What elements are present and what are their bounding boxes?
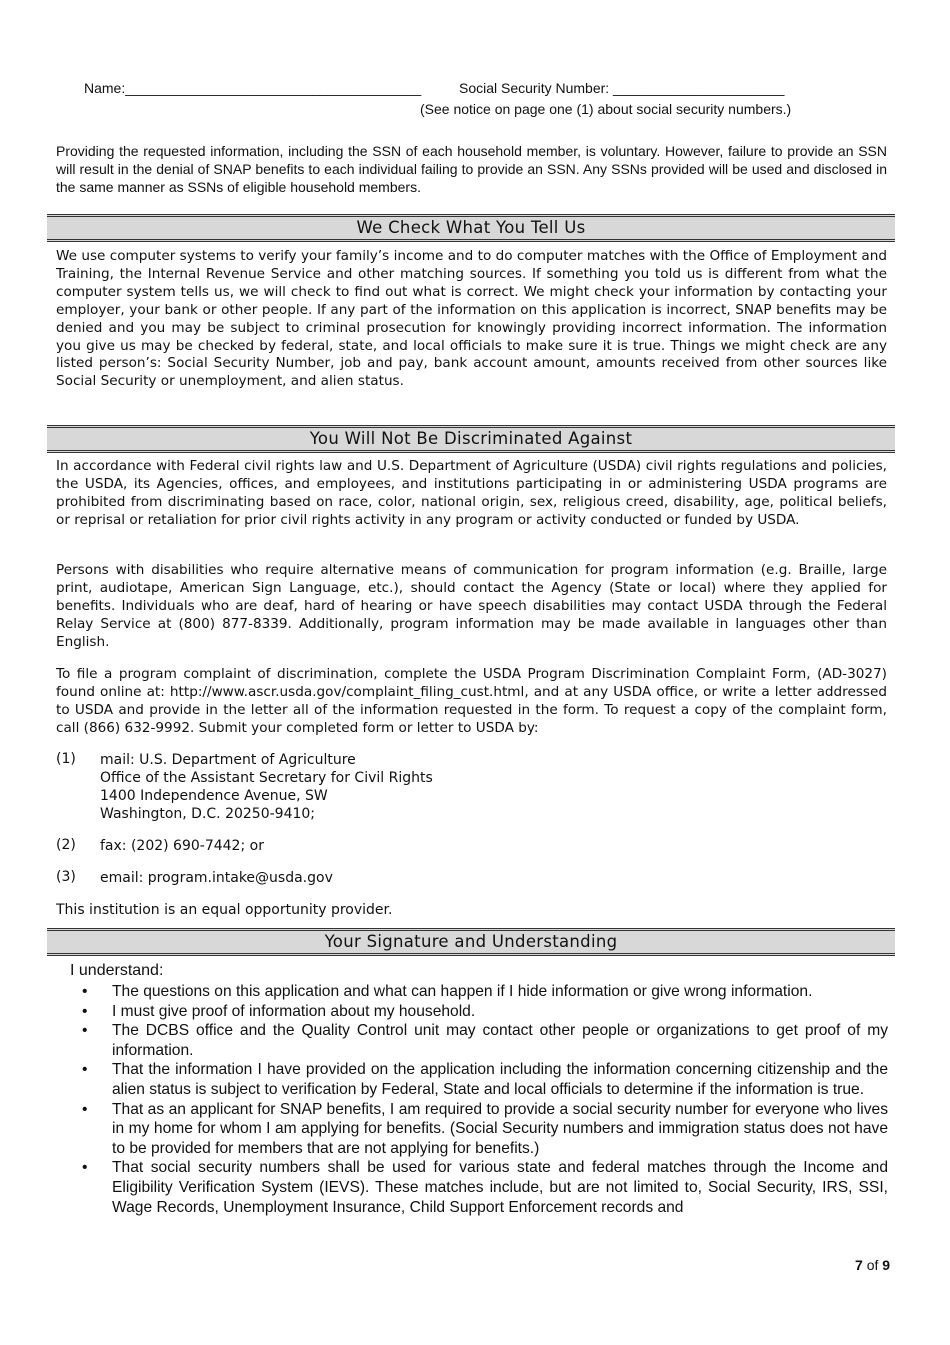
section-title: You Will Not Be Discriminated Against [309,429,633,448]
list-item-text: The questions on this application and what can happen if I hide information or give wrong information. [112,983,813,1000]
bullet-icon: • [82,1061,88,1079]
address-line: mail: U.S. Department of Agriculture [100,752,356,768]
ssn-field-label: Social Security Number: ______________________ [459,80,785,96]
ssn-intro-paragraph: Providing the requested information, including the SSN of each household member, is voluntary. However, failure to provide an SSN will result in the denial of SNAP benefits to each individual failing to provide an SSN. Any SSNs provided will be used and disclosed in the same manner as SSNs of eligible household members. [56,143,887,195]
list-item-text: That as an applicant for SNAP benefits, I am required to provide a social security number for everyone who lives in my home for whom I am applying for benefits. (Social Security numbers and immigration status does not have to be provided for members that are not applying for benefits.) [112,1100,888,1157]
section-header-check [47,214,895,242]
civil-rights-paragraph: In accordance with Federal civil rights law and U.S. Department of Agriculture (USDA) civil rights regulations and policies, the USDA, its Agencies, offices, and employees, and institutions participating in or administering USDA programs are prohibited from discriminating based on race, color, national origin, sex, religious creed, disability, age, political beliefs, or reprisal or retaliation for prior civil rights activity in any program or activity conducted or funded by USDA. [56,458,887,528]
list-item [80,1002,888,1022]
page-current: 7 [855,1257,863,1273]
list-item-text: That social security numbers shall be used for various state and federal matches through the Income and Eligibility Verification System (IEVS). These matches include, but are not limited to, Social Security, IRS, SSI, Wage Records, Unemployment Insurance, Child Support Enforcement records and [112,1159,888,1216]
section-header-signature [47,928,895,956]
list-item [80,1060,888,1099]
address-line: 1400 Independence Avenue, SW [100,788,328,804]
list-item-text: I must give proof of information about my household. [112,1002,476,1020]
list-item [80,1100,888,1159]
disabilities-paragraph: Persons with disabilities who require alternative means of communication for program information (e.g. Braille, large print, audiotape, American Sign Language, etc.), should contact the Agency (State or local) where they applied for benefits. Individuals who are deaf, hard of hearing or have speech disabilities may contact USDA through the Federal Relay Service at (800) 877-8339. Additionally, program information may be made available in languages other than English. [56,562,887,650]
list-item-text: The DCBS office and the Quality Control unit may contact other people or organizations to get proof of my information. [112,1022,888,1059]
list-item-text: That the information I have provided on the application including the information concerning citizenship and the alien status is subject to verification by Federal, State and local officials to determine if the information is true. [112,1061,888,1098]
check-paragraph: We use computer systems to verify your family’s income and to do computer matches with the Office of Employment and Training, the Internal Revenue Service and other matching sources. If something you told us is different from what the computer system tells us, we will check to find out what is correct. We might check your information by contacting your employer, your bank or other people. If any part of the information on this application is incorrect, SNAP benefits may be denied and you may be subject to criminal prosecution for knowingly providing incorrect information. The information you give us may be checked by federal, state, and local officials to make sure it is true. Things we might check are any listed person’s: Social Security Number, job and pay, bank account amount, amounts received from other sources like Social Security or unemployment, and alien status. [56,248,887,390]
fax-line: fax: (202) 690-7442; or [100,838,264,854]
page-of: of [866,1257,879,1273]
bullet-icon: • [82,1159,88,1177]
complaint-paragraph: To file a program complaint of discrimination, complete the USDA Program Discrimination Complaint Form, (AD-3027) found online at: http://www.ascr.usda.gov/complaint_filing_cust.html, and at any USDA office, or write a letter addressed to USDA and provide in the letter all of the information requested in the form. To request a copy of the complaint form, call (866) 632-9992. Submit your completed form or letter to USDA by: [56,666,887,736]
mail-address [100,751,433,823]
bullet-icon: • [82,1022,88,1040]
list-item [80,1021,888,1060]
ssn-notice: (See notice on page one (1) about social security numbers.) [420,101,792,117]
page-total: 9 [882,1257,891,1273]
address-line: Office of the Assistant Secretary for Civil Rights [100,770,433,786]
address-line: Washington, D.C. 20250-9410; [100,806,316,822]
bullet-icon: • [82,1002,88,1020]
page-number [855,1257,890,1273]
section-title: Your Signature and Understanding [324,932,618,951]
equal-opportunity-statement: This institution is an equal opportunity provider. [56,902,393,918]
understanding-list [80,982,888,1217]
bullet-icon: • [82,983,88,1000]
list-item [80,1158,888,1217]
method-number: (3) [56,869,76,885]
method-number: (2) [56,837,76,853]
method-number: (1) [56,751,76,767]
name-field-label: Name:______________________________________ [84,80,422,96]
understand-lead: I understand: [70,962,164,979]
bullet-icon: • [82,1100,88,1118]
list-item [80,982,888,1002]
email-line: email: program.intake@usda.gov [100,870,333,886]
section-title: We Check What You Tell Us [356,218,586,237]
section-header-discrimination [47,425,895,453]
